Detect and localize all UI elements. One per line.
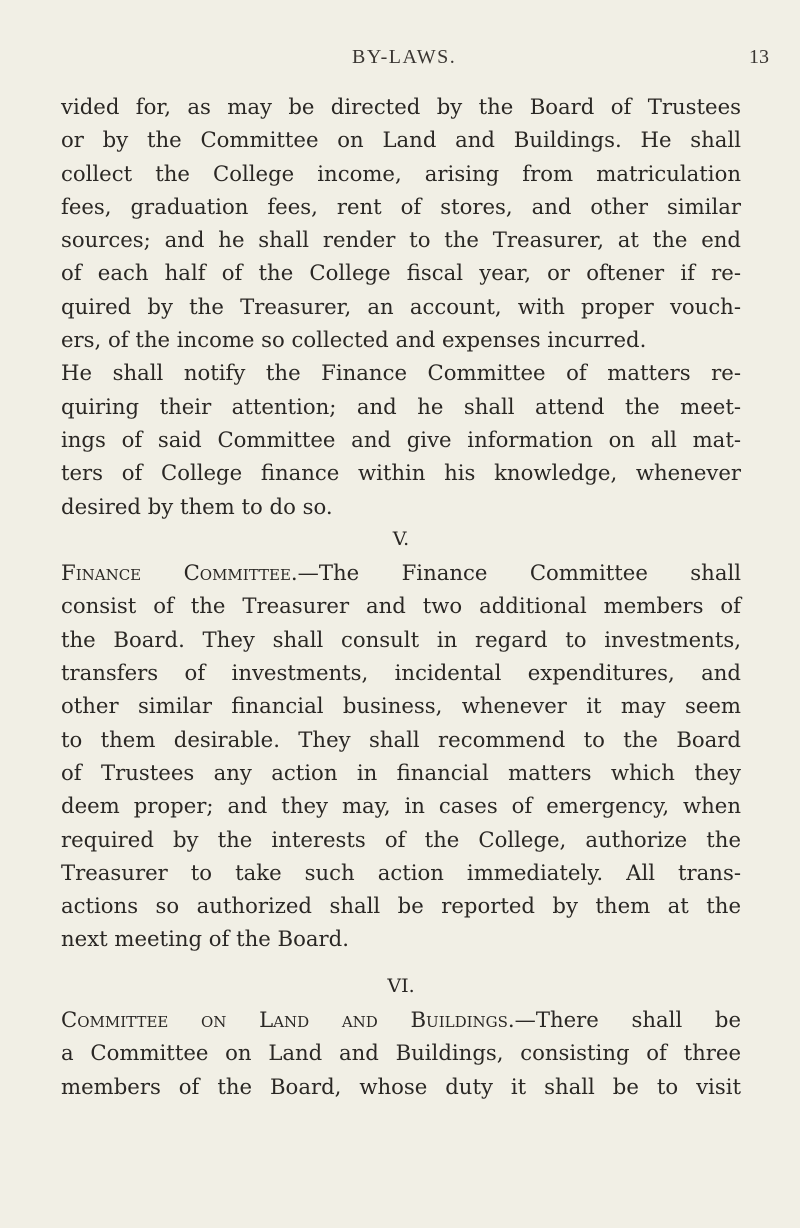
text-line: next meeting of the Board. — [61, 926, 349, 952]
text-line: members of the Board, whose duty it shall be to visit — [61, 1073, 741, 1099]
section-vi-first-line — [61, 1003, 741, 1036]
section-number-vi: VI. — [387, 974, 415, 997]
text-line: actions so authorized shall be reported by them at the — [61, 893, 741, 919]
running-head — [0, 46, 800, 76]
text-line: ings of said Committee and give information on all mat- — [61, 426, 741, 452]
page-number: 13 — [749, 46, 769, 68]
text-line: ters of College finance within his knowledge, whenever — [61, 460, 741, 486]
section-vi-first-line-rest: —There shall be — [514, 1007, 741, 1033]
text-line: quiring their attention; and he shall attend the meet- — [61, 393, 741, 419]
text-line: required by the interests of the College, authorize the — [61, 826, 741, 852]
text-line: vided for, as may be directed by the Board of Trustees — [61, 94, 741, 119]
body-text — [61, 90, 741, 1103]
text-line: the Board. They shall consult in regard to investments, — [61, 626, 741, 652]
section-v-first-line-rest: —The Finance Committee shall — [297, 560, 742, 586]
running-title: BY-LAWS. — [352, 46, 457, 68]
text-line: a Committee on Land and Buildings, consisting of three — [61, 1040, 741, 1066]
text-line: sources; and he shall render to the Treasurer, at the end — [61, 227, 741, 253]
section-v-first-line — [61, 556, 741, 589]
text-line: or by the Committee on Land and Buildings. He shall — [61, 127, 741, 153]
text-line: fees, graduation fees, rent of stores, and other similar — [61, 193, 741, 219]
text-line: consist of the Treasurer and two additional members of — [61, 593, 741, 619]
text-line: He shall notify the Finance Committee of matters re- — [61, 360, 741, 386]
text-line: desired by them to do so. — [61, 493, 333, 519]
text-line: to them desirable. They shall recommend to the Board — [61, 726, 741, 752]
text-line: of each half of the College fiscal year, or oftener if re- — [61, 260, 741, 286]
section-vi-heading: Committee on Land and Buildings. — [61, 1007, 515, 1033]
text-line: of Trustees any action in financial matters which they — [61, 759, 741, 785]
section-number-v: V. — [392, 527, 410, 550]
text-line: Treasurer to take such action immediately. All trans- — [61, 859, 741, 885]
text-line: transfers of investments, incidental expenditures, and — [61, 660, 741, 686]
section-v-heading: Finance Committee. — [61, 560, 298, 586]
text-line: ers, of the income so collected and expenses incurred. — [61, 327, 647, 353]
text-line: deem proper; and they may, in cases of emergency, when — [61, 793, 741, 819]
text-line: collect the College income, arising from matriculation — [61, 160, 741, 186]
text-line: quired by the Treasurer, an account, with proper vouch- — [61, 293, 741, 319]
text-line: other similar financial business, whenever it may seem — [61, 693, 741, 719]
